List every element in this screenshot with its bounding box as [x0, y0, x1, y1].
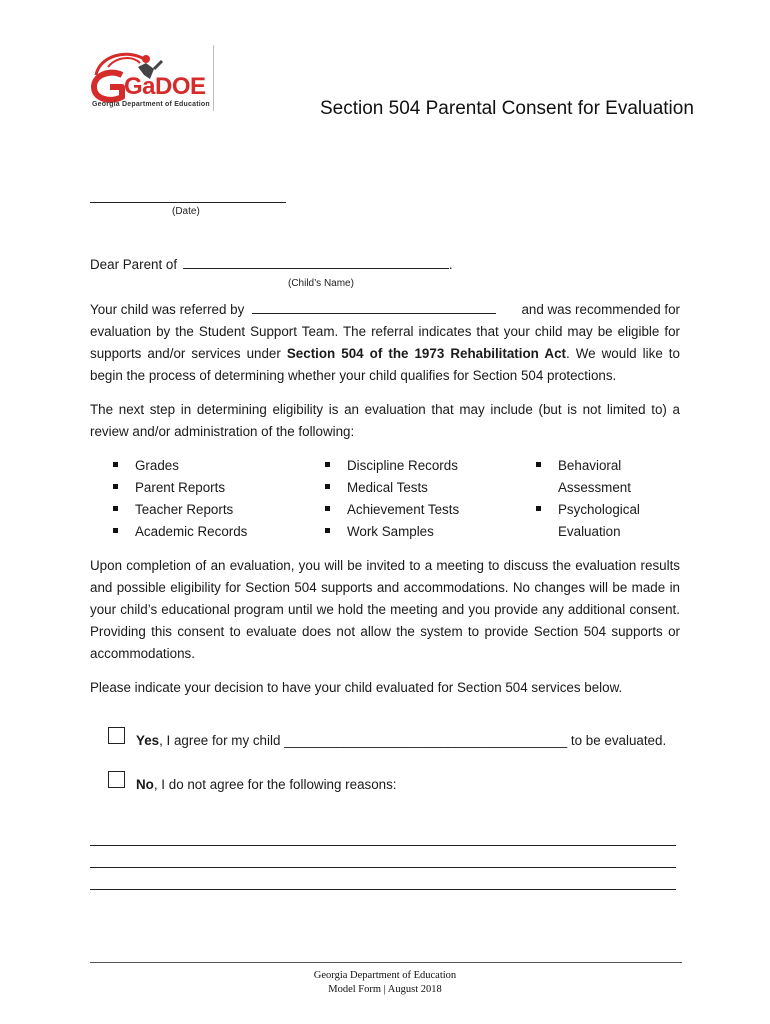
referrer-line	[252, 301, 496, 314]
footer-line-1: Georgia Department of Education	[313, 970, 457, 981]
date-line	[90, 188, 286, 203]
no-option	[136, 774, 397, 796]
eval-list-col2	[325, 455, 459, 543]
referred-suffix: and was recommended for	[521, 302, 680, 317]
list-item: Teacher Reports	[113, 499, 247, 521]
list-item: Discipline Records	[325, 455, 459, 477]
para-completion: Upon completion of an evaluation, you will be invited to a meeting to discuss the evaluation results and possible eligibility for Section 504 supports and accommodations. No changes will be made in your child’s educational program until we hold the meeting and you provide any additional consent. Providing this consent to evaluate does not allow the system to provide Section 504 supports or accommodations.	[90, 558, 680, 661]
footer	[235, 969, 535, 997]
child-name-line	[183, 256, 449, 269]
greeting	[90, 254, 453, 276]
para-indicate: Please indicate your decision to have your child evaluated for Section 504 services below.	[90, 680, 623, 695]
list-item-cont: Evaluation	[558, 524, 621, 539]
referral-body-a: evaluation by the Student Support Team. The referral indicates that your child may be eligible for supports and/or services under	[90, 324, 680, 361]
reason-line-3[interactable]	[90, 877, 676, 890]
list-item: Parent Reports	[113, 477, 247, 499]
yes-text: , I agree for my child	[159, 733, 281, 748]
list-item: Achievement Tests	[325, 499, 459, 521]
footer-line-2: Model Form | August 2018	[328, 984, 442, 995]
logo-wordmark: GaDOE	[124, 73, 206, 100]
list-item: Behavioral	[536, 455, 640, 477]
yes-checkbox[interactable]	[108, 727, 125, 744]
eval-list-col3	[536, 455, 640, 543]
referral-body	[90, 321, 680, 387]
yes-child-blank[interactable]: ______________________________________	[284, 733, 568, 748]
list-item: Psychological	[536, 499, 640, 521]
referral-body-b: . We would like to begin the process of determining whether your child qualifies for Section 504 protections.	[90, 346, 680, 383]
no-text: , I do not agree for the following reasons:	[153, 777, 397, 792]
yes-bold: Yes	[136, 733, 160, 748]
logo-subtitle: Georgia Department of Education	[92, 101, 210, 108]
para-next-step: The next step in determining eligibility is an evaluation that may include (but is not limited to) a review and/or administration of the following:	[90, 402, 680, 439]
child-name-label: (Child’s Name)	[288, 278, 354, 289]
greeting-suffix: .	[448, 257, 453, 272]
footer-rule	[90, 962, 682, 963]
list-item: Medical Tests	[325, 477, 459, 499]
no-checkbox[interactable]	[108, 771, 125, 788]
reason-line-1[interactable]	[90, 833, 676, 846]
reason-line-2[interactable]	[90, 855, 676, 868]
no-bold: No	[136, 777, 154, 792]
referral-line	[90, 299, 680, 321]
date-label: (Date)	[172, 206, 200, 217]
page-title: Section 504 Parental Consent for Evaluation	[320, 98, 694, 119]
referred-prefix: Your child was referred by	[90, 302, 245, 317]
eval-list-col1	[113, 455, 247, 543]
logo-divider	[213, 45, 214, 111]
greeting-prefix: Dear Parent of	[90, 257, 178, 272]
list-item: Academic Records	[113, 521, 247, 543]
para-referral	[90, 299, 680, 387]
list-item-cont: Assessment	[558, 480, 631, 495]
list-item: Work Samples	[325, 521, 459, 543]
list-item: Grades	[113, 455, 247, 477]
yes-option	[136, 730, 666, 752]
referral-bold: Section 504 of the 1973 Rehabilitation Act	[286, 346, 566, 361]
yes-suffix: to be evaluated.	[570, 733, 667, 748]
